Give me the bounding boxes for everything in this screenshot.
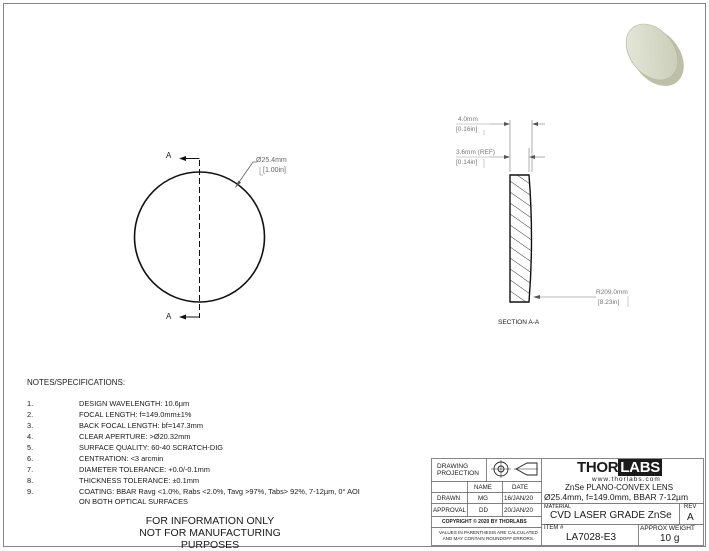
- note-item: 9. COATING: BBAR Ravg <1.0%, Rabs <2.0%, Tavg >97%, Tabs> 92%, 7-12µm, 0° AOI: [27, 487, 360, 496]
- disclaimer: [110, 515, 310, 551]
- drawn-date: 16/JAN/20: [504, 495, 533, 502]
- rev-label: REV: [684, 504, 697, 510]
- rev-value: A: [687, 512, 694, 523]
- drawn-label: DRAWN: [437, 495, 461, 502]
- section-label-a-top: A: [166, 151, 172, 160]
- note-item: 3. BACK FOCAL LENGTH: bf=147.3mm: [27, 421, 203, 430]
- section-arrow-top: [179, 156, 186, 161]
- drawn-name: MG: [478, 495, 488, 502]
- note-item: 7. DIAMETER TOLERANCE: +0.0/-0.1mm: [27, 465, 210, 474]
- values-note: VALUES IN PARENTHESIS ARE CALCULATED AND MAY CONTAIN ROUNDOFF ERRORS.: [439, 530, 538, 541]
- weight-value: 10 g: [660, 533, 680, 544]
- front-view: [135, 156, 265, 320]
- header-date: DATE: [512, 484, 529, 491]
- thickness-dimension-mm: 4.0mm: [458, 116, 478, 123]
- website: www.thorlabs.com: [592, 476, 661, 483]
- material-label: MATERIAL: [544, 504, 572, 510]
- section-arrow-bottom: [179, 315, 186, 320]
- note-item: 5. SURFACE QUALITY: 60-40 SCRATCH-DIG: [27, 443, 224, 452]
- weight-label: APPROX WEIGHT: [640, 525, 695, 532]
- copyright: COPYRIGHT © 2020 BY THORLABS: [442, 519, 527, 525]
- radius-dimension-in: [8.23in]: [598, 299, 620, 306]
- material-value: CVD LASER GRADE ZnSe: [550, 510, 672, 521]
- item-number: LA7028-E3: [566, 532, 617, 543]
- lens-section: [510, 175, 532, 302]
- lens-3d-thumbnail: [616, 14, 695, 96]
- diameter-dimension-in: [1.00in]: [263, 167, 286, 174]
- projection-symbol-icon: [491, 460, 538, 478]
- note-item: 4. CLEAR APERTURE: >Ø20.32mm: [27, 432, 191, 441]
- description-line-1: ZnSe PLANO-CONVEX LENS: [565, 483, 674, 492]
- item-label: ITEM #: [544, 525, 564, 531]
- section-view-label: SECTION A-A: [498, 319, 540, 326]
- note-item: 6. CENTRATION: <3 arcmin: [27, 454, 164, 463]
- disclaimer-line-1: FOR INFORMATION ONLY: [145, 515, 275, 527]
- approval-name: DD: [479, 507, 488, 514]
- note-item: 1. DESIGN WAVELENGTH: 10.6µm: [27, 399, 190, 408]
- section-label-a-bottom: A: [166, 312, 172, 321]
- note-item: 2. FOCAL LENGTH: f=149.0mm±1%: [27, 410, 192, 419]
- approval-date: 20/JAN/20: [504, 507, 533, 514]
- description-line-2: Ø25.4mm, f=149.0mm, BBAR 7-12µm: [544, 492, 689, 502]
- thickness-dimension-in: [0.16in]: [456, 126, 478, 133]
- edge-thickness-in: [0.14in]: [456, 159, 478, 166]
- notes-title: NOTES/SPECIFICATIONS:: [27, 378, 126, 387]
- edge-thickness-mm: 3.6mm (REF): [456, 149, 495, 156]
- diameter-dimension-mm: Ø25.4mm: [256, 157, 287, 164]
- header-name: NAME: [474, 484, 492, 491]
- radius-dimension-mm: R209.0mm: [596, 289, 628, 296]
- disclaimer-line-2: NOT FOR MANUFACTURING PURPOSES: [139, 527, 281, 551]
- approval-label: APPROVAL: [433, 507, 466, 514]
- thorlabs-logo: THOR LABS: [577, 459, 660, 476]
- note-item-continuation: ON BOTH OPTICAL SURFACES: [79, 497, 188, 506]
- projection-label: DRAWING PROJECTION: [437, 463, 479, 477]
- note-item: 8. THICKNESS TOLERANCE: ±0.1mm: [27, 476, 200, 485]
